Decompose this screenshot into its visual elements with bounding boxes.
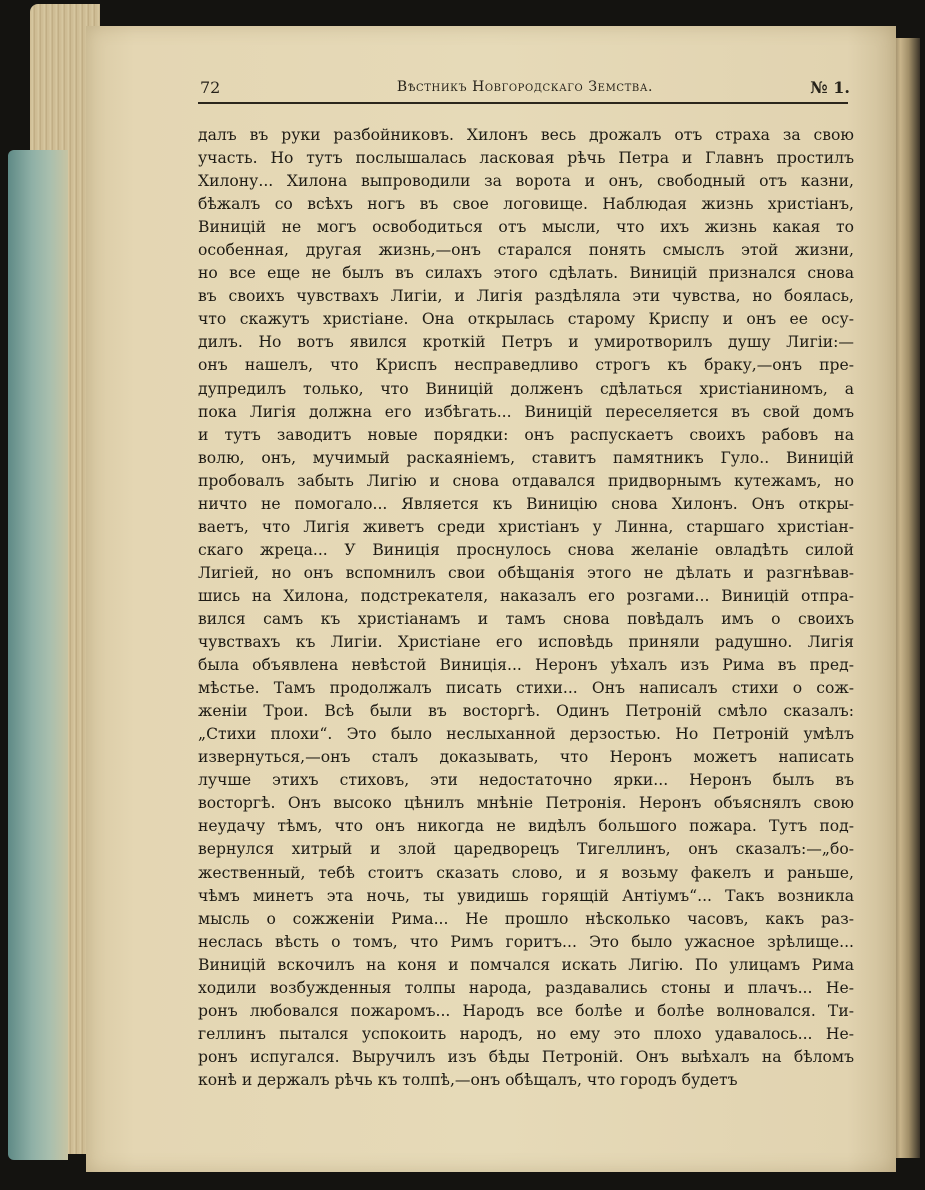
text-line: пробовалъ забыть Лигію и снова отдавался придворнымъ кутежамъ, но <box>198 471 854 490</box>
book-spine-edge <box>892 38 920 1158</box>
text-line: восторгѣ. Онъ высоко цѣнилъ мнѣніе Петронія. Неронъ объяснялъ свою <box>198 794 854 813</box>
header-rule <box>198 102 848 104</box>
text-line: пока Лигія должна его избѣгать... Виницій переселяется въ свой домъ <box>198 402 854 421</box>
text-line: мѣстье. Тамъ продолжалъ писать стихи... Онъ написалъ стихи о сож- <box>198 679 854 698</box>
text-line: мысль о сожженіи Рима... Не прошло нѣсколько часовъ, какъ раз- <box>198 909 854 928</box>
text-line: шись на Хилона, подстрекателя, наказалъ его розгами... Виницій отпра- <box>198 586 854 605</box>
text-line: вился самъ къ христіанамъ и тамъ снова повѣдалъ имъ о своихъ <box>198 609 854 628</box>
text-line: неудачу тѣмъ, что онъ никогда не видѣлъ большого пожара. Тутъ под- <box>198 817 854 836</box>
text-line: что скажутъ христіане. Она открылась старому Криспу и онъ ее осу- <box>198 310 854 329</box>
text-line: бѣжалъ со всѣхъ ногъ въ свое логовище. Наблюдая жизнь христіанъ, <box>198 195 854 214</box>
text-line: въ своихъ чувствахъ Лигіи, и Лигія раздѣляла эти чувства, но боялась, <box>198 287 854 306</box>
text-line: лучше этихъ стиховъ, эти недостаточно ярки... Неронъ былъ въ <box>198 771 854 790</box>
text-line: но все еще не былъ въ силахъ этого сдѣлать. Виницій признался снова <box>198 264 854 283</box>
text-line: неслась вѣсть о томъ, что Римъ горитъ... Это было ужасное зрѣлище... <box>198 932 854 951</box>
book-cover-edge <box>8 150 68 1160</box>
running-header <box>200 78 850 102</box>
text-line: волю, онъ, мучимый раскаяніемъ, ставитъ памятникъ Гуло.. Виницій <box>198 448 854 467</box>
text-line: жественный, тебѣ стоитъ сказать слово, и я возьму факелъ и раньше, <box>198 863 854 882</box>
text-line: участь. Но тутъ послышалась ласковая рѣчь Петра и Главнъ простилъ <box>198 149 854 168</box>
text-line: и тутъ заводитъ новые порядки: онъ распускаетъ своихъ рабовъ на <box>198 425 854 444</box>
text-line: далъ въ руки разбойниковъ. Хилонъ весь дрожалъ отъ страха за свою <box>198 126 854 144</box>
text-line: чѣмъ минетъ эта ночь, ты увидишь горящій Антіумъ“... Такъ возникла <box>198 886 854 905</box>
issue-number: № 1. <box>810 78 850 97</box>
text-line: онъ нашелъ, что Криспъ несправедливо строгъ къ браку,—онъ пре- <box>198 356 854 375</box>
text-line: извернуться,—онъ сталъ доказывать, что Неронъ можетъ написать <box>198 748 854 767</box>
text-line: ваетъ, что Лигія живетъ среди христіанъ у Линна, старшаго христіан- <box>198 517 854 536</box>
page-number: 72 <box>200 78 221 97</box>
text-line: Хилону... Хилона выпроводили за ворота и онъ, свободный отъ казни, <box>198 172 854 191</box>
text-line: ничто не помогало... Является къ Виницію снова Хилонъ. Онъ откры- <box>198 494 854 513</box>
text-line: ходили возбужденныя толпы народа, раздавались стоны и плачъ... Не- <box>198 978 854 997</box>
journal-title: Вѣстникъ Новгородскаго Земства. <box>396 79 654 95</box>
text-line: чувствахъ къ Лигіи. Христіане его исповѣдь приняли радушно. Лигія <box>198 633 854 652</box>
text-line: ронъ любовался пожаромъ... Народъ все болѣе и болѣе волновался. Ти- <box>198 1001 854 1020</box>
text-line: вернулся хитрый и злой царедворецъ Тигеллинъ, онъ сказалъ:—„бо- <box>198 840 854 859</box>
text-line: конѣ и держалъ рѣчь къ толпѣ,—онъ обѣщалъ, что городъ будетъ <box>198 1070 738 1089</box>
body-text <box>198 124 854 1092</box>
text-line: была объявлена невѣстой Виниція... Неронъ уѣхалъ изъ Рима въ пред- <box>198 656 854 675</box>
text-line: Виницій вскочилъ на коня и помчался искать Лигію. По улицамъ Рима <box>198 955 854 974</box>
text-line: Виницій не могъ освободиться отъ мысли, что ихъ жизнь какая то <box>198 218 854 237</box>
text-line: Лигіей, но онъ вспомнилъ свои обѣщанія этого не дѣлать и разгнѣвав- <box>198 563 854 582</box>
text-line: дилъ. Но вотъ явился кроткій Петръ и умиротворилъ душу Лигіи:— <box>198 333 854 352</box>
text-line: ронъ испугался. Выручилъ изъ бѣды Петроній. Онъ выѣхалъ на бѣломъ <box>198 1047 854 1066</box>
text-line: особенная, другая жизнь,—онъ старался понять смыслъ этой жизни, <box>198 241 854 260</box>
text-line: дупредилъ только, что Виницій долженъ сдѣлаться христіаниномъ, а <box>198 379 854 398</box>
text-line: геллинъ пытался успокоить народъ, но ему это плохо удавалось... Не- <box>198 1024 854 1043</box>
text-line: „Стихи плохи“. Это было неслыханной дерзостью. Но Петроній умѣлъ <box>198 725 854 744</box>
text-line: женіи Трои. Всѣ были въ восторгѣ. Одинъ Петроній смѣло сказалъ: <box>198 702 854 721</box>
text-line: скаго жреца... У Виниція проснулось снова желаніе овладѣть силой <box>198 540 854 559</box>
